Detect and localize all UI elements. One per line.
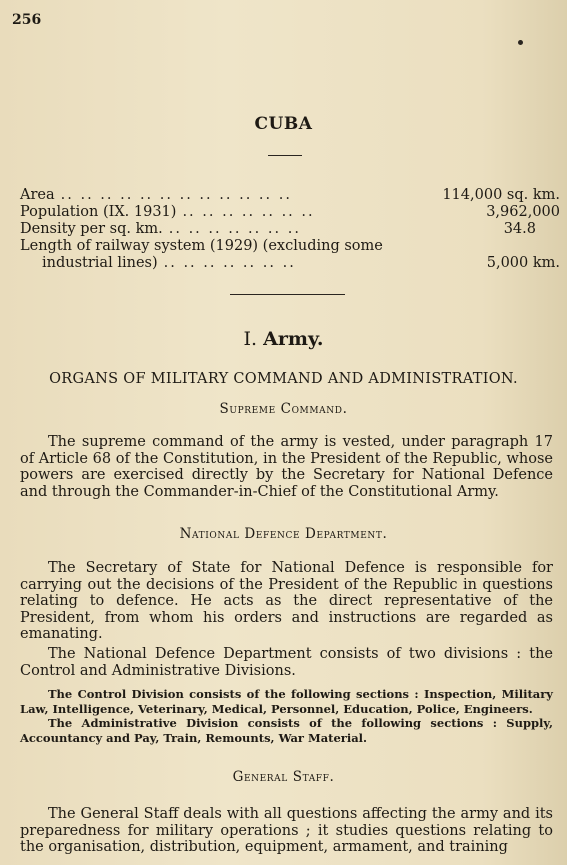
section-rule [230, 294, 345, 295]
statistics-block [20, 187, 560, 272]
dot-leader: .. .. .. .. .. .. .. [168, 221, 301, 237]
supreme-command-text: The supreme command of the army is vested, under paragraph 17 of Article 68 of the Constitution, in the President of the Republic, whose powers are exercised directly by the Secretary for National Defence and through the Commander-in-Chief of the Constitutional Army. [20, 434, 553, 500]
page-number: 256 [12, 12, 42, 28]
stat-row-railway [20, 238, 560, 255]
stat-label: Density per sq. km. [20, 221, 163, 237]
national-defence-para-1: The Secretary of State for National Defence is responsible for carrying out the decisions of the President of the Republic in questions relating to defence. He acts as the direct representative of the President, from whom his orders and instructions are regarded as emanating. [20, 560, 553, 642]
country-title: CUBA [254, 114, 313, 134]
title-rule [268, 155, 302, 156]
section-heading [0, 328, 567, 350]
ink-dot [518, 40, 523, 45]
subheading: ORGANS OF MILITARY COMMAND AND ADMINISTRATION. [49, 371, 518, 387]
national-defence-heading: National Defence Department. [179, 526, 388, 542]
administrative-division-text: The Administrative Division consists of the following sections : Supply, Accountancy and Pay, Train, Remounts, War Material. [20, 716, 553, 745]
stat-value: 34.8 [503, 221, 536, 237]
stat-value: 114,000 sq. km. [442, 187, 560, 203]
general-staff-text: The General Staff deals with all questions affecting the army and its preparedness for military operations ; it studies questions relating to the organisation, distribution, equipment, armament, and training [20, 806, 553, 855]
stat-label: Population (IX. 1931) [20, 204, 177, 220]
stat-row-area [20, 187, 560, 204]
stat-label-cont: industrial lines) [42, 255, 158, 271]
stat-label: Length of railway system (1929) (excluding some [20, 238, 383, 254]
general-staff-heading: General Staff. [232, 769, 335, 785]
stat-row-density [20, 221, 560, 238]
stat-row-railway-cont [20, 255, 560, 272]
supreme-command-heading: Supreme Command. [219, 401, 348, 417]
stat-label: Area [20, 187, 55, 203]
stat-value: 3,962,000 [486, 204, 560, 220]
dot-leader: .. .. .. .. .. .. .. [182, 204, 315, 220]
dot-leader: .. .. .. .. .. .. .. .. .. .. .. .. [60, 187, 292, 203]
national-defence-para-2: The National Defence Department consists of two divisions : the Control and Administrative Divisions. [20, 646, 553, 679]
section-number: I. [243, 328, 258, 350]
control-division-text: The Control Division consists of the following sections : Inspection, Military Law, Intelligence, Veterinary, Medical, Personnel, Education, Police, Engineers. [20, 687, 553, 716]
stat-row-population [20, 204, 560, 221]
section-title: Army. [263, 328, 324, 350]
dot-leader: .. .. .. .. .. .. .. [163, 255, 296, 271]
stat-value: 5,000 km. [486, 255, 560, 271]
